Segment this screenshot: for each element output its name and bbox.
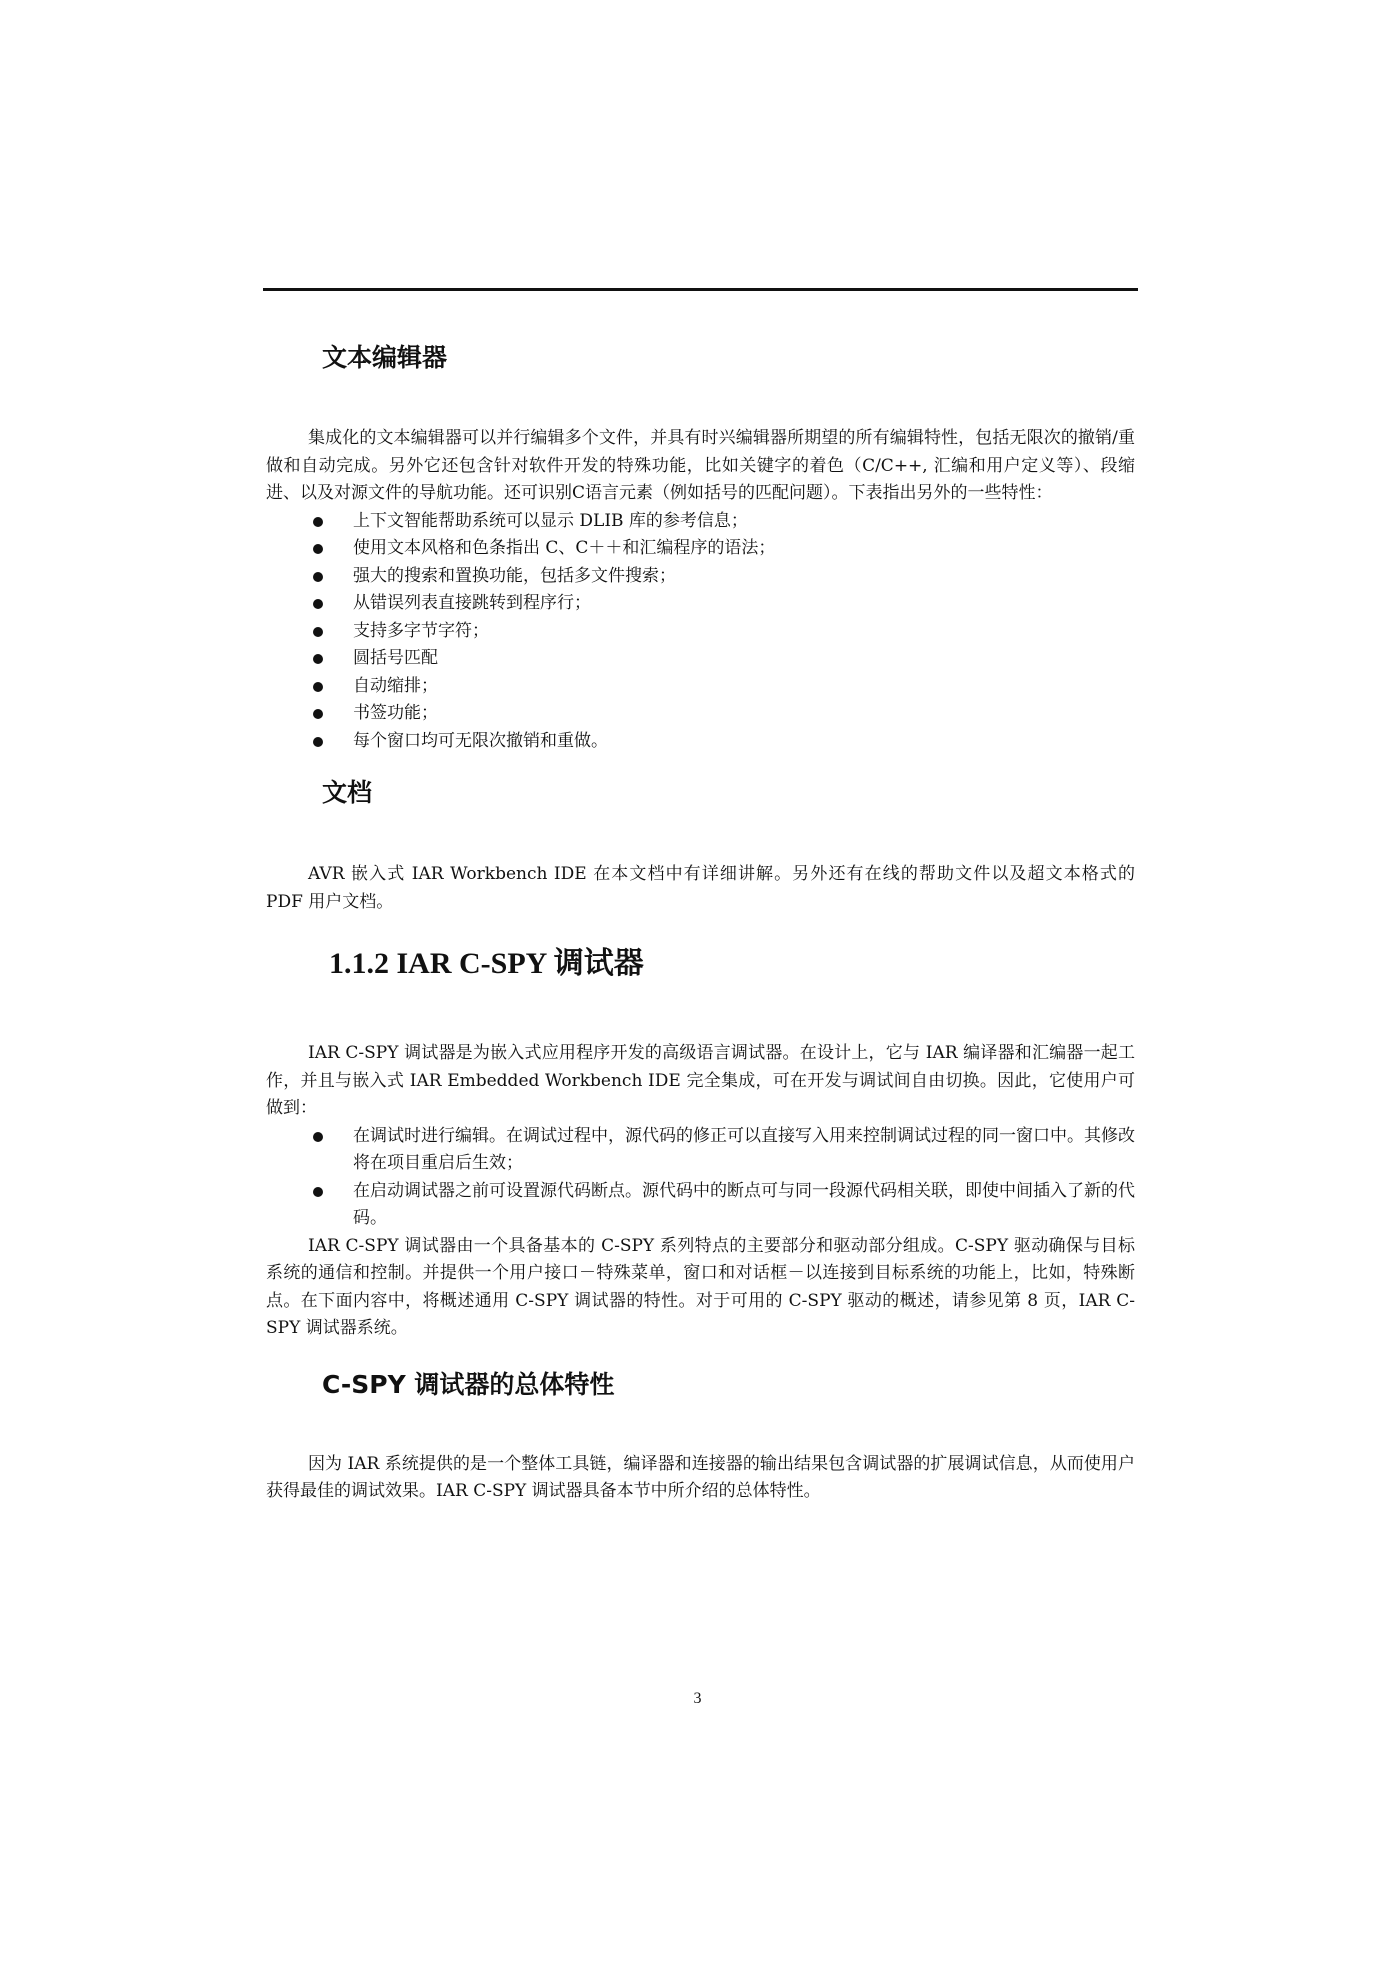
bullet-dot-icon	[313, 544, 323, 554]
bullet-dot-icon	[313, 599, 323, 609]
bullet-dot-icon	[313, 627, 323, 637]
bullet-dot-icon	[313, 572, 323, 582]
heading-cspy-debugger: 1.1.2 IAR C-SPY 调试器	[329, 947, 644, 980]
list-item: 在启动调试器之前可设置源代码断点。源代码中的断点可与同一段源代码相关联，即使中间插入了新的代码。	[266, 1178, 1135, 1233]
list-item: 每个窗口均可无限次撤销和重做。	[266, 728, 1135, 756]
page-content	[266, 336, 1135, 1506]
list-item: 使用文本风格和色条指出 C、C＋＋和汇编程序的语法；	[266, 535, 1135, 563]
list-item: 从错误列表直接跳转到程序行；	[266, 590, 1135, 618]
paragraph-documentation: AVR 嵌入式 IAR Workbench IDE 在本文档中有详细讲解。另外还有在线的帮助文件以及超文本格式的 PDF 用户文档。	[266, 864, 1135, 912]
list-item: 在调试时进行编辑。在调试过程中，源代码的修正可以直接写入用来控制调试过程的同一窗口中。其修改将在项目重启后生效；	[266, 1123, 1135, 1178]
list-item: 圆括号匹配	[266, 645, 1135, 673]
bullet-list-editor-features	[266, 508, 1135, 756]
list-item: 自动缩排；	[266, 673, 1135, 701]
list-item: 支持多字节字符；	[266, 618, 1135, 646]
heading-cspy-features: C-SPY 调试器的总体特性	[322, 1369, 615, 1399]
heading-documentation: 文档	[322, 778, 373, 807]
bullet-dot-icon	[313, 737, 323, 747]
bullet-dot-icon	[313, 654, 323, 664]
paragraph-cspy-features: 因为 IAR 系统提供的是一个整体工具链，编译器和连接器的输出结果包含调试器的扩展调试信息，从而使用户获得最佳的调试效果。IAR C-SPY 调试器具备本节中所介绍的总体特性。	[266, 1453, 1135, 1501]
heading-text-editor: 文本编辑器	[322, 343, 448, 372]
bullet-dot-icon	[313, 682, 323, 692]
bullet-list-cspy	[266, 1123, 1135, 1233]
page-number: 3	[693, 1690, 702, 1707]
bullet-dot-icon	[313, 1132, 323, 1142]
paragraph-cspy-intro: IAR C-SPY 调试器是为嵌入式应用程序开发的高级语言调试器。在设计上，它与 IAR 编译器和汇编器一起工作，并且与嵌入式 IAR Embedded Workbench IDE 完全集成，可在开发与调试间自由切换。因此，它使用户可做到：	[266, 1043, 1135, 1118]
bullet-dot-icon	[313, 709, 323, 719]
header-rule	[263, 288, 1138, 291]
bullet-dot-icon	[313, 517, 323, 527]
list-item: 强大的搜索和置换功能，包括多文件搜索；	[266, 563, 1135, 591]
paragraph-cspy-structure: IAR C-SPY 调试器由一个具备基本的 C-SPY 系列特点的主要部分和驱动部分组成。C-SPY 驱动确保与目标系统的通信和控制。并提供一个用户接口－特殊菜单，窗口和对话框－以连接到目标系统的功能上，比如，特殊断点。在下面内容中，将概述通用 C-SPY 调试器的特性。对于可用的 C-SPY 驱动的概述，请参见第 8 页，IAR C-SPY 调试器系统。	[266, 1235, 1135, 1338]
list-item: 上下文智能帮助系统可以显示 DLIB 库的参考信息；	[266, 508, 1135, 536]
bullet-dot-icon	[313, 1187, 323, 1197]
paragraph-text-editor: 集成化的文本编辑器可以并行编辑多个文件，并具有时兴编辑器所期望的所有编辑特性，包括无限次的撤销/重做和自动完成。另外它还包含针对软件开发的特殊功能，比如关键字的着色（C/C++, 汇编和用户定义等）、段缩进、以及对源文件的导航功能。还可识别C语言元素（例如括号的匹配问题）。下表指出另外的一些特性：	[266, 428, 1135, 503]
list-item: 书签功能；	[266, 700, 1135, 728]
